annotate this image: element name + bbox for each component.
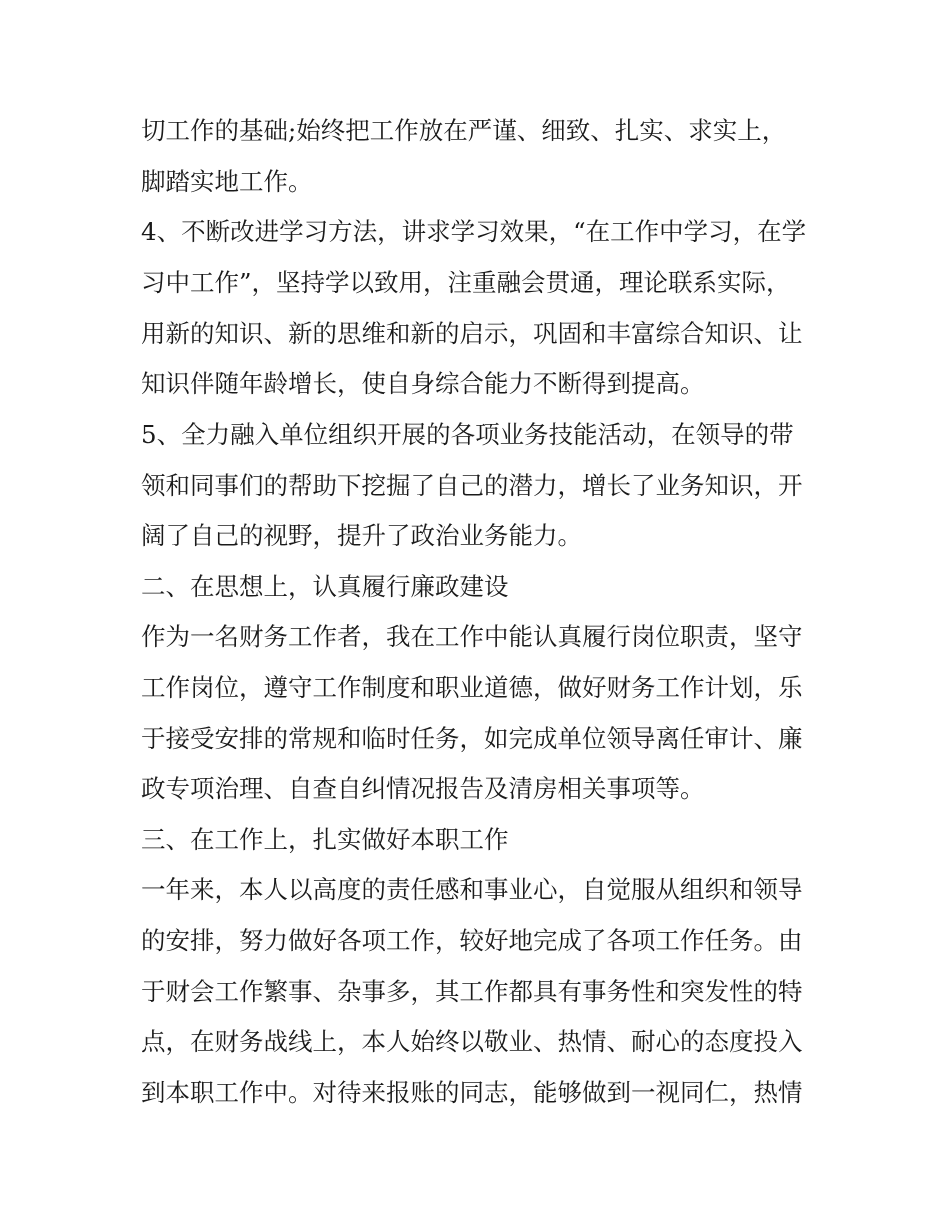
text-line: 作为一名财务工作者，我在工作中能认真履行岗位职责，坚守 [141,622,803,651]
text-line: 切工作的基础;始终把工作放在严谨、细致、扎实、求实上， [141,116,787,145]
text-line: 政专项治理、自查自纠情况报告及清房相关事项等。 [141,774,705,803]
text-line: 到本职工作中。对待来报账的同志，能够做到一视同仁，热情 [141,1078,803,1107]
text-line: 4、不断改进学习方法，讲求学习效果，“在工作中学习，在学 [141,217,807,246]
text-line: 点，在财务战线上，本人始终以敬业、热情、耐心的态度投入 [141,1027,803,1056]
section-heading: 三、在工作上，扎实做好本职工作 [141,825,509,854]
text-line: 领和同事们的帮助下挖掘了自己的潜力，增长了业务知识，开 [141,471,803,500]
text-line: 于接受安排的常规和临时任务，如完成单位领导离任审计、廉 [141,724,803,753]
text-line: 一年来，本人以高度的责任感和事业心，自觉服从组织和领导 [141,875,803,904]
text-line: 脚踏实地工作。 [141,167,313,196]
text-line: 阔了自己的视野，提升了政治业务能力。 [141,521,582,550]
text-line: 5、全力融入单位组织开展的各项业务技能活动，在领导的带 [141,420,794,449]
section-heading: 二、在思想上，认真履行廉政建设 [141,572,509,601]
text-line: 工作岗位，遵守工作制度和职业道德，做好财务工作计划，乐 [141,673,803,702]
text-line: 于财会工作繁事、杂事多，其工作都具有事务性和突发性的特 [141,977,803,1006]
text-line: 用新的知识、新的思维和新的启示，巩固和丰富综合知识、让 [141,319,803,348]
text-line: 的安排，努力做好各项工作，较好地完成了各项工作任务。由 [141,926,803,955]
text-line: 知识伴随年龄增长，使自身综合能力不断得到提高。 [141,369,705,398]
text-line: 习中工作”，坚持学以致用，注重融会贯通，理论联系实际， [141,268,791,297]
